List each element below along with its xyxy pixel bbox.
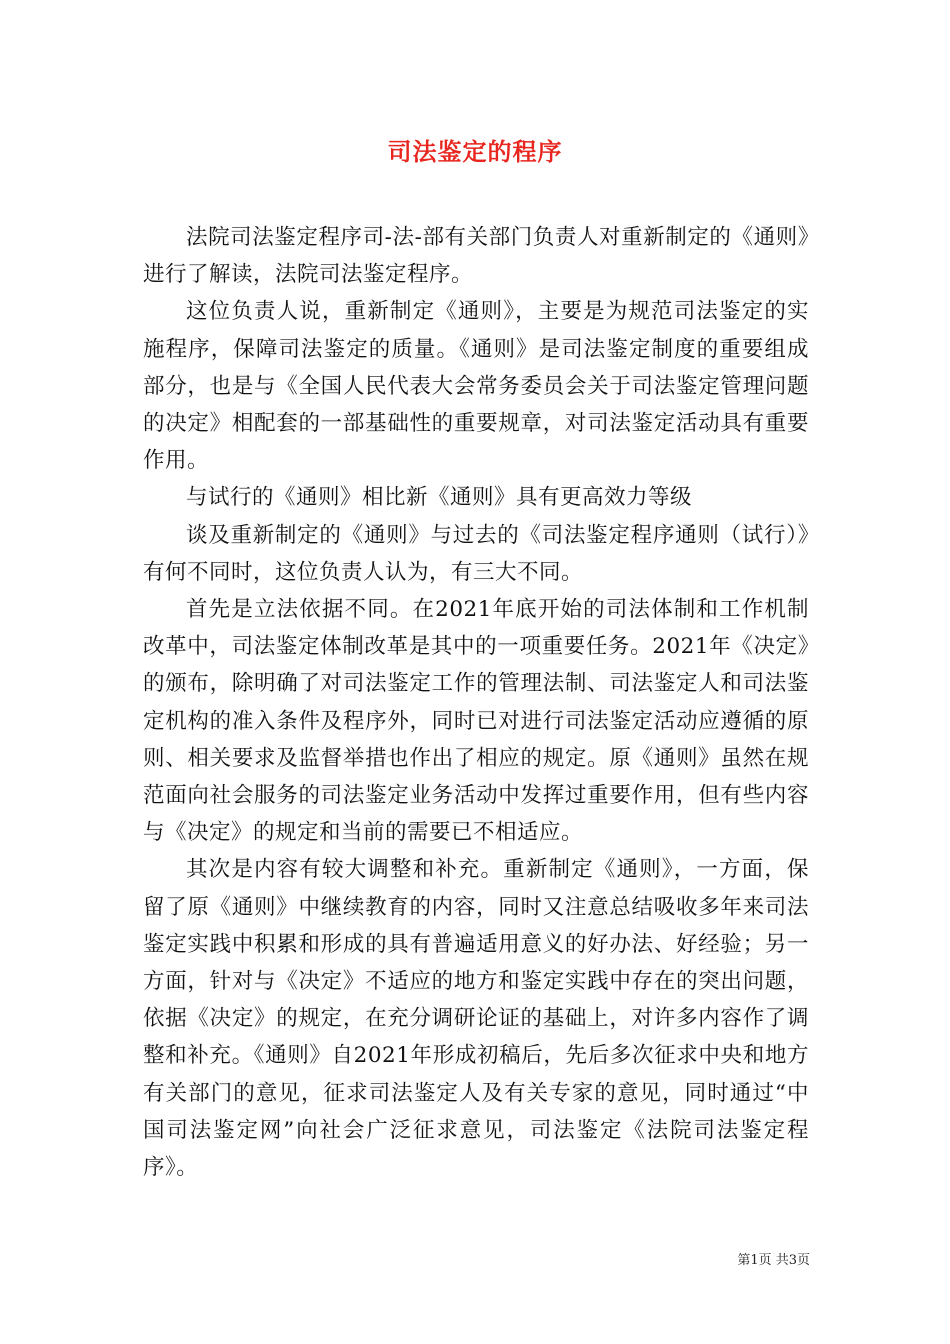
document-body (143, 219, 809, 1186)
page-number-footer: 第1页 共3页 (737, 1253, 810, 1268)
paragraph: 其次是内容有较大调整和补充。重新制定《通则》，一方面，保留了原《通则》中继续教育的内容，同时又注意总结吸收多年来司法鉴定实践中积累和形成的具有普遍适用意义的好办法、好经验；另一方面，针对与《决定》不适应的地方和鉴定实践中存在的突出问题，依据《决定》的规定，在充分调研论证的基础上，对许多内容作了调整和补充。《通则》自2021年形成初稿后，先后多次征求中央和地方有关部门的意见，征求司法鉴定人及有关专家的意见，同时通过“中国司法鉴定网”向社会广泛征求意见，司法鉴定《法院司法鉴定程序》。 (143, 857, 809, 1181)
paragraph: 这位负责人说，重新制定《通则》，主要是为规范司法鉴定的实施程序，保障司法鉴定的质量。《通则》是司法鉴定制度的重要组成部分，也是与《全国人民代表大会常务委员会关于司法鉴定管理问题的决定》相配套的一部基础性的重要规章，对司法鉴定活动具有重要作用。 (143, 299, 809, 474)
paragraph: 与试行的《通则》相比新《通则》具有更高效力等级 (186, 485, 693, 511)
paragraph: 谈及重新制定的《通则》与过去的《司法鉴定程序通则（试行）》有何不同时，这位负责人认为，有三大不同。 (143, 522, 809, 585)
paragraph: 法院司法鉴定程序司-法-部有关部门负责人对重新制定的《通则》进行了解读，法院司法鉴定程序。 (143, 225, 809, 288)
paragraph: 首先是立法依据不同。在2021年底开始的司法体制和工作机制改革中，司法鉴定体制改革是其中的一项重要任务。2021年《决定》的颁布，除明确了对司法鉴定工作的管理法制、司法鉴定人和司法鉴定机构的准入条件及程序外，同时已对进行司法鉴定活动应遵循的原则、相关要求及监督举措也作出了相应的规定。原《通则》虽然在规范面向社会服务的司法鉴定业务活动中发挥过重要作用，但有些内容与《决定》的规定和当前的需要已不相适应。 (143, 597, 809, 846)
document-title: 司法鉴定的程序 (387, 137, 563, 166)
